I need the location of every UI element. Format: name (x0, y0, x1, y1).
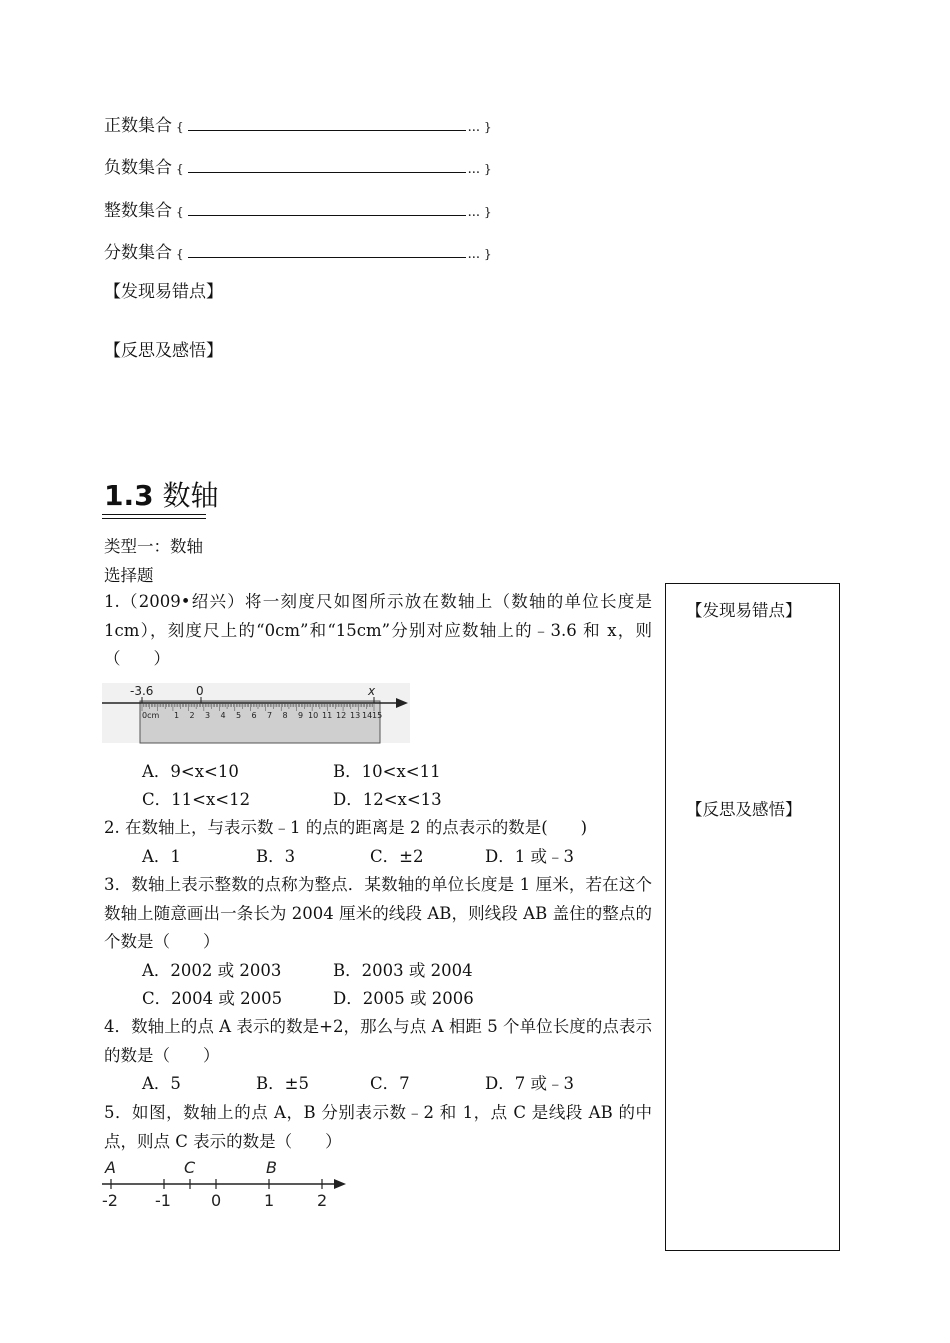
close-brace: } (484, 120, 492, 134)
section-number: 1.3 (104, 479, 154, 512)
ruler-label: 5 (236, 711, 242, 720)
set-row-positive (104, 114, 492, 138)
q3-option-a[interactable]: A．2002 或 2003 (142, 961, 282, 980)
axis-label-minus-3-6: -3.6 (130, 684, 154, 698)
ruler-body (140, 701, 383, 743)
axis-label-0: 0 (196, 684, 204, 698)
set-label: 负数集合 (104, 158, 172, 178)
close-brace: } (484, 205, 492, 219)
type-label: 类型一：数轴 (104, 537, 203, 556)
q4-option-c[interactable]: C．7 (370, 1074, 410, 1093)
tick-label-minus-1: -1 (155, 1191, 171, 1210)
tick-labels (102, 1191, 327, 1210)
q4-option-d[interactable]: D．7 或﹣3 (485, 1074, 574, 1093)
set-row-negative (104, 156, 492, 180)
ellipsis: ... (467, 162, 481, 177)
q1-option-d[interactable]: D．12<x<13 (333, 790, 442, 809)
set-row-integer (104, 199, 492, 223)
top-mistakes-heading: 【发现易错点】 (104, 282, 223, 302)
fill-blank[interactable] (188, 241, 466, 258)
q2-option-a[interactable]: A．1 (142, 847, 181, 866)
top-reflection-heading: 【反思及感悟】 (104, 341, 223, 361)
tick-label-minus-2: -2 (102, 1191, 118, 1210)
ruler-label: 4 (220, 711, 226, 720)
point-label-c: C (184, 1158, 196, 1177)
ellipsis: ... (467, 247, 481, 262)
ellipsis: ... (467, 205, 481, 220)
heading-underline-1 (102, 514, 206, 515)
set-label: 整数集合 (104, 201, 172, 221)
q1-option-c[interactable]: C．11<x<12 (142, 790, 251, 809)
ruler-label: 14 (362, 711, 373, 720)
fill-blank[interactable] (188, 114, 466, 131)
ruler-label: 12 (336, 711, 347, 720)
ruler-label: 0cm (142, 711, 160, 720)
fill-blank[interactable] (188, 199, 466, 216)
q1-option-b[interactable]: B．10<x<11 (333, 762, 441, 781)
question-4-text: 4．数轴上的点 A 表示的数是+2，那么与点 A 相距 5 个单位长度的点表示的数是（ ） (104, 1017, 652, 1065)
ruler-label: 1 (174, 711, 180, 720)
point-label-a: A (105, 1158, 116, 1177)
ellipsis: ... (467, 120, 481, 135)
ruler-label: 15 (372, 711, 383, 720)
q3-option-d[interactable]: D．2005 或 2006 (333, 989, 474, 1008)
set-label: 分数集合 (104, 243, 172, 263)
set-row-fraction (104, 241, 492, 265)
number-line-figure (100, 1156, 350, 1210)
question-5-text: 5．如图，数轴上的点 A，B 分别表示数﹣2 和 1，点 C 是线段 AB 的中点，则点 C 表示的数是（ ） (104, 1103, 652, 1151)
q2-option-b[interactable]: B．3 (256, 847, 296, 866)
q4-option-b[interactable]: B．±5 (256, 1074, 309, 1093)
question-1-text: 1.（2009•绍兴）将一刻度尺如图所示放在数轴上（数轴的单位长度是 1cm），刻度尺上的“0cm”和“15cm”分别对应数轴上的﹣3.6 和 x，则（ ） (104, 592, 652, 668)
side-mistakes-heading: 【发现易错点】 (686, 601, 802, 620)
ruler-label: 3 (205, 711, 211, 720)
ruler-label: 2 (189, 711, 195, 720)
set-label: 正数集合 (104, 116, 172, 136)
open-brace: { (176, 162, 184, 176)
point-labels (104, 1158, 277, 1177)
ruler-label: 6 (251, 711, 257, 720)
section-heading (104, 474, 219, 514)
question-3-text: 3．数轴上表示整数的点称为整点．某数轴的单位长度是 1 厘米，若在这个数轴上随意画出一条长为 2004 厘米的线段 AB，则线段 AB 盖住的整点的个数是（ ） (104, 875, 652, 951)
notes-side-box (665, 583, 840, 1251)
tick-label-0: 0 (211, 1191, 222, 1210)
fill-blank[interactable] (188, 156, 466, 173)
open-brace: { (176, 120, 184, 134)
ruler-label: 11 (322, 711, 333, 720)
q1-option-a[interactable]: A．9<x<10 (142, 762, 239, 781)
ruler-label: 8 (282, 711, 288, 720)
q2-option-d[interactable]: D．1 或﹣3 (485, 847, 574, 866)
ruler-label: 10 (308, 711, 319, 720)
close-brace: } (484, 162, 492, 176)
section-title: 数轴 (162, 479, 219, 512)
axis-label-x: x (368, 684, 376, 698)
question-2-text: 2. 在数轴上，与表示数﹣1 的点的距离是 2 的点表示的数是( ) (104, 818, 588, 837)
ruler-number-line-figure (102, 683, 412, 745)
tick-label-1: 1 (264, 1191, 275, 1210)
ruler-label: 7 (267, 711, 273, 720)
q3-option-c[interactable]: C．2004 或 2005 (142, 989, 283, 1008)
open-brace: { (176, 205, 184, 219)
q4-option-a[interactable]: A．5 (142, 1074, 181, 1093)
heading-underline-2 (102, 518, 206, 519)
subtype-label: 选择题 (104, 566, 154, 585)
axis-arrow (334, 1179, 346, 1189)
side-reflection-heading: 【反思及感悟】 (686, 800, 802, 819)
tick-label-2: 2 (317, 1191, 328, 1210)
ruler-label: 13 (350, 711, 361, 720)
q3-option-b[interactable]: B．2003 或 2004 (333, 961, 473, 980)
ruler-label: 9 (298, 711, 304, 720)
close-brace: } (484, 247, 492, 261)
q2-option-c[interactable]: C．±2 (370, 847, 424, 866)
point-label-b: B (266, 1158, 277, 1177)
open-brace: { (176, 247, 184, 261)
